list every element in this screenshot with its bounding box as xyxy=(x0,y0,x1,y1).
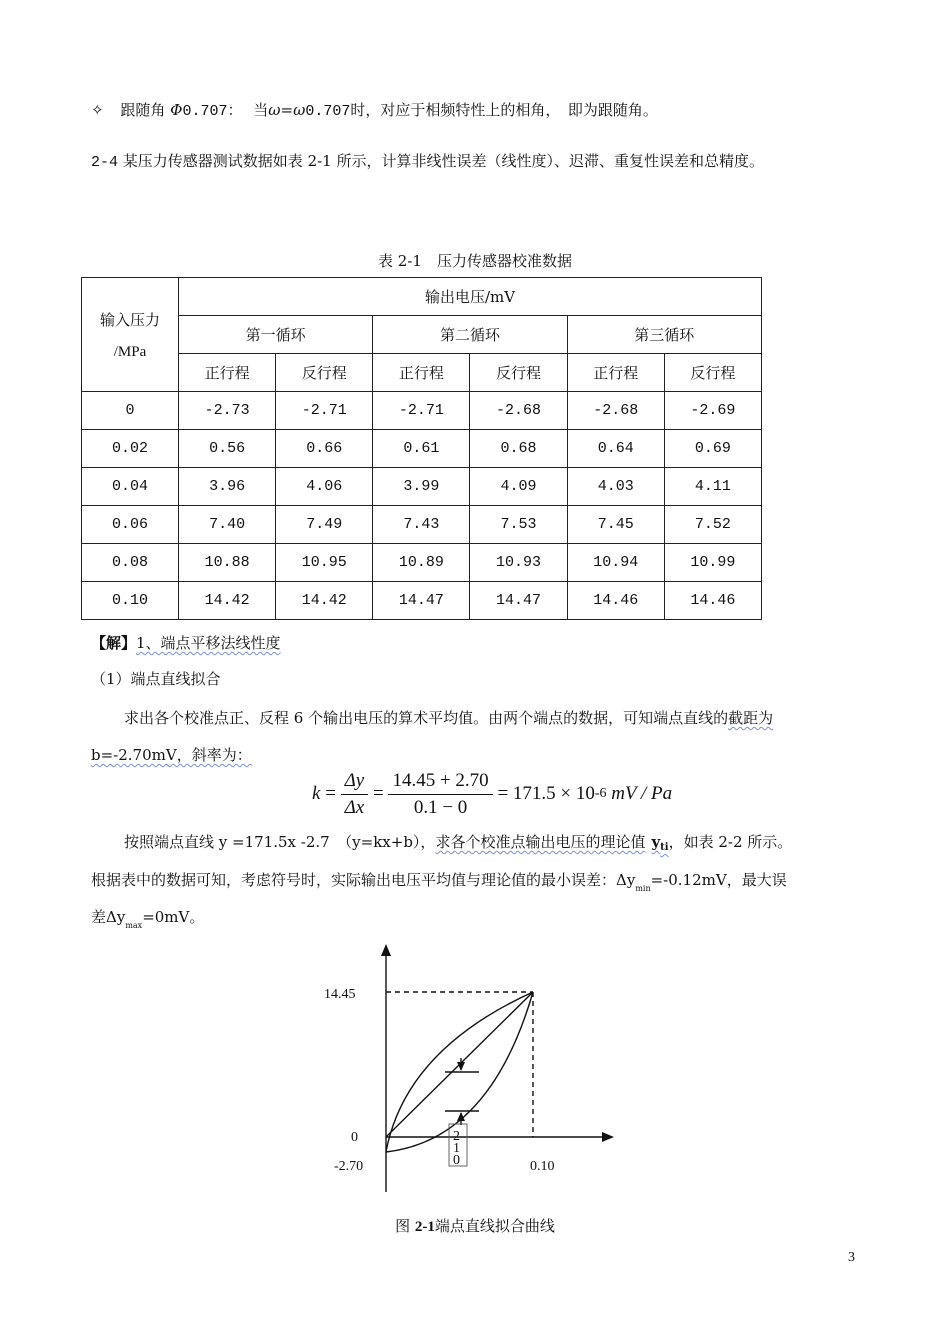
when-word: 当 xyxy=(253,101,269,119)
stroke-header: 正行程 xyxy=(567,354,664,392)
value-cell: 14.47 xyxy=(373,582,470,620)
value-cell: 3.99 xyxy=(373,468,470,506)
formula-unit: mV / Pa xyxy=(611,782,673,804)
value-cell: 10.99 xyxy=(664,544,761,582)
value-cell: 7.53 xyxy=(470,506,567,544)
y-axis-arrow-icon xyxy=(381,944,391,956)
value-cell: 0.69 xyxy=(664,430,761,468)
phi-symbol: Φ xyxy=(170,101,183,119)
paragraph-3-tail: =-0.12mV，最大误 xyxy=(650,871,787,889)
paragraph-1-cont: b=-2.70mV，斜率为： xyxy=(91,746,252,764)
stroke-header: 反行程 xyxy=(664,354,761,392)
omega-value: 0.707 xyxy=(305,103,351,120)
value-cell: 0.56 xyxy=(179,430,276,468)
formula-k: k xyxy=(312,782,321,804)
page-number: 3 xyxy=(848,1250,855,1265)
stroke-header: 反行程 xyxy=(276,354,373,392)
figure-caption-text: 端点直线拟合曲线 xyxy=(434,1217,555,1235)
value-cell: 10.88 xyxy=(179,544,276,582)
value-cell: 4.03 xyxy=(567,468,664,506)
paragraph-2-tail: ，如表 2-2 所示。 xyxy=(668,833,793,851)
output-voltage-header: 输出电压/mV xyxy=(179,278,762,316)
value-cell: 7.52 xyxy=(664,506,761,544)
subscript-max: max xyxy=(125,921,143,930)
value-cell: 4.06 xyxy=(276,468,373,506)
value-cell: 7.49 xyxy=(276,506,373,544)
value-cell: 4.11 xyxy=(664,468,761,506)
value-cell: -2.69 xyxy=(664,392,761,430)
paragraph-2-text: 按照端点直线 y =171.5x -2.7 （y=kx+b）， xyxy=(124,833,436,851)
box-digit: 0 xyxy=(453,1153,460,1168)
phi-value: 0.707： xyxy=(182,103,243,120)
stroke-header: 反行程 xyxy=(470,354,567,392)
bullet-label: 跟随角 xyxy=(120,101,166,119)
value-cell: 14.46 xyxy=(567,582,664,620)
value-cell: -2.73 xyxy=(179,392,276,430)
formula-exponent: -6 xyxy=(594,785,607,801)
symbol-ti: ti xyxy=(660,842,669,853)
figure-caption-prefix: 图 xyxy=(395,1217,411,1235)
value-cell: 7.40 xyxy=(179,506,276,544)
cycle-header: 第二循环 xyxy=(373,316,567,354)
value-cell: 3.96 xyxy=(179,468,276,506)
symbol-y: y xyxy=(651,833,661,851)
formula-dx: Δx xyxy=(344,797,365,818)
value-cell: 10.89 xyxy=(373,544,470,582)
formula-result: = 171.5 × 10 xyxy=(497,782,595,804)
input-cell: 0.06 xyxy=(82,506,179,544)
problem-number: 2-4 xyxy=(91,154,119,171)
cycle-header: 第一循环 xyxy=(179,316,373,354)
cycle-header: 第三循环 xyxy=(567,316,761,354)
stroke-header: 正行程 xyxy=(179,354,276,392)
paragraph-3-text: 根据表中的数据可知，考虑符号时，实际输出电压平均值与理论值的最小误差：Δy xyxy=(91,871,636,889)
value-cell: 4.09 xyxy=(470,468,567,506)
value-cell: 14.42 xyxy=(179,582,276,620)
paragraph-1-text: 求出各个校准点正、反程 6 个输出电压的算术平均值。由两个端点的数据，可知端点直线的 xyxy=(124,709,729,727)
input-cell: 0.10 xyxy=(82,582,179,620)
formula-eq: = xyxy=(325,782,336,804)
value-cell: 0.66 xyxy=(276,430,373,468)
bullet-rest: 时，对应于相频特性上的相角， 即为跟随角。 xyxy=(350,101,658,119)
value-cell: -2.71 xyxy=(373,392,470,430)
input-cell: 0.08 xyxy=(82,544,179,582)
omega-expression: ω=ω xyxy=(268,101,306,119)
solution-title: 1、端点平移法线性度 xyxy=(136,634,281,652)
y-label-top: 14.45 xyxy=(324,987,356,1002)
value-cell: 14.42 xyxy=(276,582,373,620)
solution-label: 【解】 xyxy=(91,634,137,652)
paragraph-4-text: 差Δy xyxy=(91,908,126,926)
paragraph-1-underlined: 截距为 xyxy=(728,709,774,727)
formula-dy: Δy xyxy=(344,770,365,791)
value-cell: 14.46 xyxy=(664,582,761,620)
y-label-bottom: -2.70 xyxy=(334,1159,364,1174)
x-axis-arrow-icon xyxy=(602,1132,614,1142)
value-cell: 10.93 xyxy=(470,544,567,582)
paragraph-2-underlined: 求各个校准点输出电压的理论值 xyxy=(435,833,646,851)
figure-caption-number: 2-1 xyxy=(414,1219,435,1235)
input-cell: 0 xyxy=(82,392,179,430)
value-cell: 7.43 xyxy=(373,506,470,544)
stroke-header: 正行程 xyxy=(373,354,470,392)
value-cell: -2.71 xyxy=(276,392,373,430)
subscript-min: min xyxy=(635,884,651,893)
box-digit: 1 xyxy=(453,1141,460,1156)
x-label: 0.10 xyxy=(530,1159,555,1174)
value-cell: -2.68 xyxy=(470,392,567,430)
input-header-line2: /MPa xyxy=(113,343,147,360)
box-digit: 2 xyxy=(453,1129,460,1144)
bullet-symbol: ✧ xyxy=(91,101,104,119)
value-cell: 7.45 xyxy=(567,506,664,544)
subsection-heading: （1）端点直线拟合 xyxy=(91,670,221,688)
formula-denominator: 0.1 − 0 xyxy=(413,797,468,818)
value-cell: -2.68 xyxy=(567,392,664,430)
value-cell: 10.94 xyxy=(567,544,664,582)
value-cell: 10.95 xyxy=(276,544,373,582)
y-label-zero: 0 xyxy=(351,1130,358,1145)
value-cell: 0.68 xyxy=(470,430,567,468)
value-cell: 0.61 xyxy=(373,430,470,468)
formula-eq2: = xyxy=(373,782,384,804)
figure-caption xyxy=(0,1215,950,1236)
table-caption: 表 2-1 压力传感器校准数据 xyxy=(378,252,572,270)
input-cell: 0.02 xyxy=(82,430,179,468)
paragraph-4-tail: =0mV。 xyxy=(142,908,205,926)
input-cell: 0.04 xyxy=(82,468,179,506)
value-cell: 14.47 xyxy=(470,582,567,620)
problem-text: 某压力传感器测试数据如表 2-1 所示，计算非线性误差（线性度）、迟滞、重复性误差和总精度。 xyxy=(122,152,764,170)
formula-numerator: 14.45 + 2.70 xyxy=(388,770,492,795)
value-cell: 0.64 xyxy=(567,430,664,468)
input-header-line1: 输入压力 xyxy=(99,310,160,329)
